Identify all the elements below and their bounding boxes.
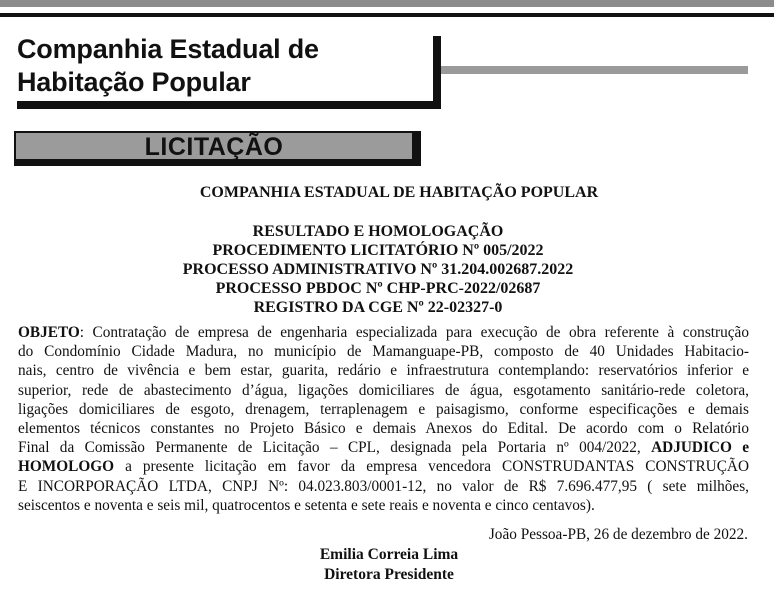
company-heading: COMPANHIA ESTADUAL DE HABITAÇÃO POPULAR bbox=[199, 184, 599, 201]
body-line: nais, centro de vivência e bem estar, guarita, redário e infraestrutura contemplando: reservatórios inferior e bbox=[18, 362, 749, 380]
homologo-label: HOMOLOGO bbox=[18, 458, 115, 476]
notice-body bbox=[18, 323, 749, 515]
signer-name: Emilia Correia Lima bbox=[319, 546, 459, 563]
org-title-line2: Habitação Popular bbox=[17, 67, 251, 97]
adjudico-label: ADJUDICO e bbox=[651, 439, 749, 457]
date-line: João Pessoa-PB, 26 de dezembro de 2022. bbox=[488, 526, 748, 543]
notice-headings bbox=[20, 222, 736, 317]
body-line: seiscentos e noventa e seis mil, quatrocentos e setenta e sete reais e noventa e cinco centavos). bbox=[18, 496, 595, 514]
title-gray-rule bbox=[441, 66, 748, 74]
body-text-8: a presente licitação em favor da empresa vencedora CONSTRUDANTAS CONSTRUÇÃO bbox=[114, 458, 749, 476]
signer-role: Diretora Presidente bbox=[324, 566, 454, 583]
title-frame-bottom-bar bbox=[17, 101, 440, 109]
body-line: do Condomínio Cidade Madura, no município de Mamanguape-PB, composto de 40 Unidades Habitacio- bbox=[18, 343, 749, 361]
heading-cge-registry: REGISTRO DA CGE Nº 22-02327-0 bbox=[253, 299, 503, 316]
top-gray-rule bbox=[0, 0, 774, 7]
section-box bbox=[14, 131, 421, 166]
top-black-rule bbox=[0, 13, 774, 17]
heading-result: RESULTADO E HOMOLOGAÇÃO bbox=[252, 223, 504, 240]
title-frame-vertical-bar bbox=[433, 36, 441, 109]
body-text-1: : Contratação de empresa de engenharia especializada para execução de obra referente à construção bbox=[79, 324, 749, 341]
body-line bbox=[18, 438, 749, 457]
heading-procedure: PROCEDIMENTO LICITATÓRIO Nº 005/2022 bbox=[212, 242, 544, 259]
body-line: elementos técnicos constantes no Projeto Básico e demais Anexos do Edital. De acordo com o Relatório bbox=[18, 420, 749, 438]
heading-pbdoc-process: PROCESSO PBDOC Nº CHP-PRC-2022/02687 bbox=[215, 280, 541, 297]
section-label: LICITAÇÃO bbox=[144, 133, 284, 161]
body-line: ligações domiciliares de esgoto, drenagem, terraplenagem e paisagismo, conforme especificações e demais bbox=[18, 400, 749, 418]
body-line bbox=[18, 323, 749, 342]
body-line bbox=[18, 457, 749, 476]
body-line: E INCORPORAÇÃO LTDA, CNPJ Nº: 04.023.803/0001-12, no valor de R$ 7.696.477,95 ( sete milhões, bbox=[18, 477, 749, 495]
objeto-label: OBJETO bbox=[18, 324, 80, 341]
body-text-7: Final da Comissão Permanente de Licitação – CPL, designada pela Portaria nº 004/2022, bbox=[18, 439, 641, 457]
body-line: superior, rede de abastecimento d’água, ligações domiciliares de água, esgotamento sanitário-rede coletora, bbox=[18, 381, 749, 399]
org-title-line1: Companhia Estadual de bbox=[17, 34, 319, 64]
heading-admin-process: PROCESSO ADMINISTRATIVO Nº 31.204.002687.2022 bbox=[182, 261, 574, 278]
org-title bbox=[17, 33, 437, 99]
